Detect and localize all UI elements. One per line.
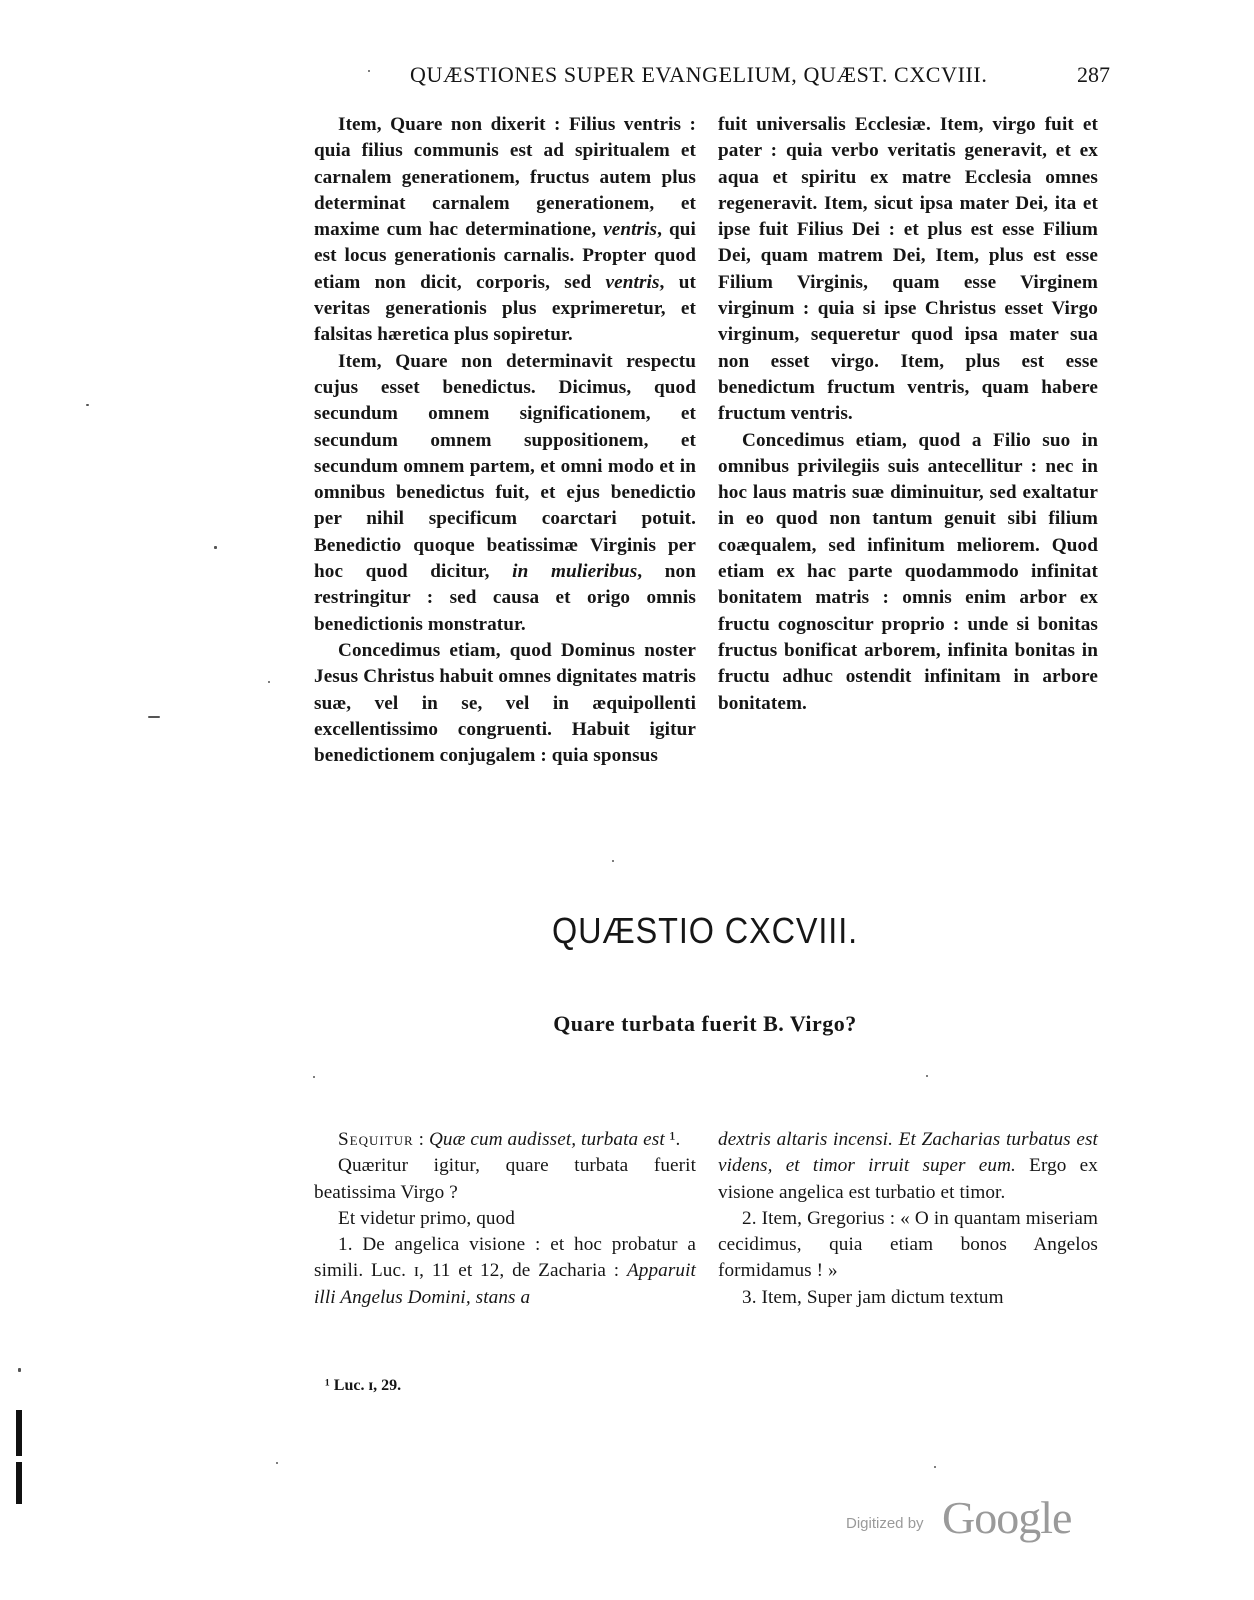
paragraph (314, 349, 696, 638)
text-run: : (413, 1129, 429, 1150)
scan-speck (18, 1368, 21, 1372)
text-run: Item, Quare non determinavit respectu cujus esset benedictus. Dicimus, quod secundum omnem significationem, et secundum omnem suppositionem, et secundum omnem partem, et omni modo et in omnibus benedictus fuit, et ejus benedictio per nihil specificum coarctari potuit. Benedictio quoque beatissimæ Virginis per hoc quod dicitur, (314, 350, 696, 583)
paragraph: Et videtur primo, quod (338, 1207, 515, 1229)
watermark-text: Digitized by (846, 1515, 924, 1532)
scan-speck (86, 404, 89, 406)
footnote-ref: ¹. (664, 1129, 681, 1150)
italic-text: in mulieribus (512, 561, 638, 583)
scan-speck (276, 1462, 278, 1464)
text-run: 1. De angelica visione : et hoc probatur a simili. Luc. ɪ, 11 et 12, de Zacharia : (314, 1234, 696, 1282)
question-title: QUÆSTIO CXCVIII. (551, 910, 859, 951)
paragraph (718, 1127, 1098, 1206)
running-head: QUÆSTIONES SUPER EVANGELIUM, QUÆST. CXCVIII. (410, 62, 988, 87)
question-subtitle: Quare turbata fuerit B. Virgo? (553, 1011, 857, 1036)
scan-edge-mark (16, 1462, 22, 1504)
small-caps-text: Sequitur (338, 1129, 414, 1150)
paragraph (314, 112, 696, 349)
italic-text: Quæ cum audisset, turbata est (428, 1129, 665, 1150)
italic-text: dextris altaris incensi. Et Zacharias turbatus est videns, et timor irruit super eum. (718, 1129, 1098, 1177)
page-number: 287 (1077, 62, 1110, 87)
text-run: , non restringitur : sed causa et origo omnis benedictionis monstratur. (314, 561, 696, 635)
paragraph: Quæritur igitur, quare turbata fuerit beatissima Virgo ? (314, 1155, 696, 1203)
italic-text: Apparuit illi Angelus Domini, stans a (314, 1260, 696, 1308)
google-logo: Google (942, 1492, 1072, 1543)
paragraph (314, 1127, 696, 1153)
text-column-2 (718, 112, 1098, 717)
scan-speck (934, 1466, 936, 1468)
scan-edge-mark (16, 1410, 22, 1456)
scan-speck (313, 1076, 315, 1078)
text-run: , ut veritas generationis plus exprimeretur, et falsitas hæretica plus sopiretur. (314, 271, 697, 346)
scan-speck (148, 716, 160, 718)
italic-text: ventris (603, 219, 658, 241)
paragraph (314, 1232, 696, 1311)
paragraph: 2. Item, Gregorius : « O in quantam miseriam cecidimus, quia etiam bonos Angelos formidamus ! » (718, 1207, 1098, 1282)
italic-text: ventris (605, 271, 660, 293)
scan-speck (214, 546, 217, 549)
digitized-watermark (846, 1492, 1086, 1545)
paragraph: Concedimus etiam, quod Dominus noster Jesus Christus habuit omnes dignitates matris suæ, vel in se, vel in æquipollenti excellentissimo congruenti. Habuit igitur benedictionem conjugalem : quia sponsus (314, 639, 696, 767)
paragraph: fuit universalis Ecclesiæ. Item, virgo fuit et pater : quia verbo veritatis generavit, et ex aqua et spiritu ex matre Ecclesia omnes regeneravit. Item, sicut ipsa mater Dei, ita et ipse fuit Filius Dei : et plus est esse Filium Dei, quam matrem Dei, Item, plus est esse Filium Virginis, quam esse Virginem virginum : quia si ipse Christus esset Virgo virginum, sequeretur quod ipsa mater sua non esset virgo. Item, plus est esse benedictum fructum ventris, quam habere fructum ventris. (718, 114, 1098, 425)
footnote: ¹ Luc. ɪ, 29. (325, 1377, 402, 1394)
page-header (410, 62, 1110, 102)
scan-speck (926, 1075, 928, 1077)
text-column-1 (314, 112, 696, 769)
text-run: Item, Quare non dixerit : Filius ventris : quia filius communis est ad spiritualem et carnalem generationem, fructus autem plus determinat carnalem generationem, et maxime cum hac determinatione, (314, 114, 696, 241)
scan-speck (268, 681, 270, 683)
text-column-4 (718, 1127, 1098, 1311)
paragraph: 3. Item, Super jam dictum textum (742, 1286, 1004, 1308)
paragraph: Concedimus etiam, quod a Filio suo in omnibus privilegiis suis antecellitur : nec in hoc laus matris suæ diminuitur, sed exaltatur in eo quod non tantum genuit sibi filium coæqualem, sed infinitum meliorem. Quod etiam ex hac parte quodammodo infinitat bonitatem matris : omnis enim arbor ex fructu cognoscitur proprio : unde si bonitas fructus bonificat arborem, infinita bonitas in fructu adhuc ostendit infinitam in arbore bonitatem. (718, 429, 1098, 714)
scan-speck (368, 70, 370, 72)
text-column-3 (314, 1127, 696, 1311)
text-run: Ergo ex visione angelica est turbatio et timor. (718, 1155, 1098, 1203)
text-run: , qui est locus generationis carnalis. Propter quod etiam non dicit, corporis, sed (314, 219, 696, 293)
scan-speck (612, 860, 614, 862)
